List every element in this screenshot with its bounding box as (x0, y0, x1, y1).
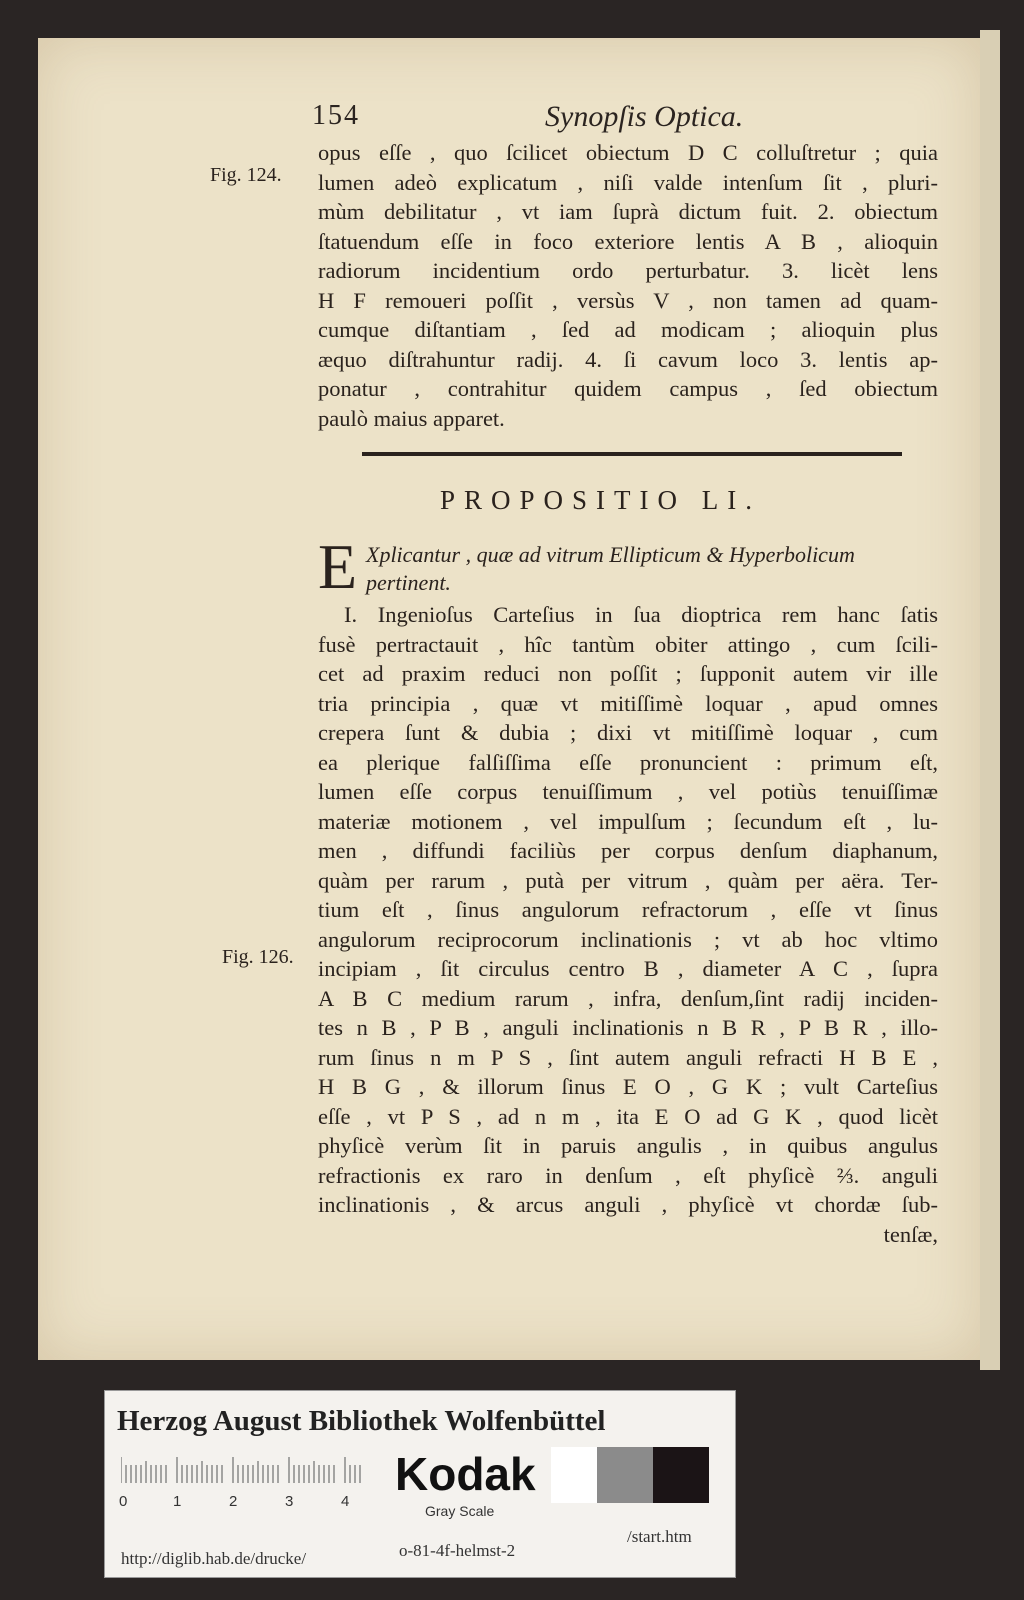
text-line: incipiam , ſit circulus centro B , diameter A C , ſupra (318, 956, 938, 981)
proposition-intro-line: Xplicantur , quæ ad vitrum Ellipticum & Hyperbolicum (366, 542, 855, 567)
text-line: phyſicè verùm ſit in paruis angulis , in quibus angulus (318, 1133, 938, 1158)
text-line: H B G , & illorum ſinus E O , G K ; vult Carteſius (318, 1074, 938, 1099)
page-number: 154 (312, 100, 360, 131)
url-suffix: /start.htm (627, 1527, 692, 1546)
drop-cap: E (318, 531, 358, 602)
text-line: materiæ motionem , vel impulſum ; ſecundum eſt , lu- (318, 808, 938, 834)
running-title: Synopſis Optica. (545, 100, 744, 133)
text-line: mùm debilitatur , vt iam ſuprà dictum fuit. 2. obiectum (318, 199, 938, 224)
text-line: inclinationis , & arcus anguli , phyſicè vt chordæ ſub- (318, 1192, 938, 1217)
gray-patch-black (653, 1447, 709, 1503)
text-line: tria principia , quæ vt mitiſſimè loquar , apud omnes (318, 690, 938, 716)
proposition-intro-line: pertinent. (366, 570, 451, 595)
ruler-scale (121, 1457, 361, 1483)
text-line: A B C medium rarum , infra, denſum,ſint radij inciden- (318, 985, 938, 1011)
text-line: I. Ingenioſus Carteſius in ſua dioptrica rem hanc ſatis (344, 602, 938, 627)
catchword: tenſæ, (883, 1221, 938, 1247)
scale-number: 2 (229, 1493, 238, 1510)
adjacent-page-edge (980, 30, 1000, 1370)
text-line: H F remoueri poſſit , versùs V , non tamen ad quam- (318, 287, 938, 313)
text-line: crepera ſunt & dubia ; dixi vt mitiſſimè loquar , cum (318, 720, 938, 745)
scale-number: 1 (173, 1493, 182, 1510)
section-rule (362, 452, 902, 456)
text-line: lumen adeò explicatum , niſi valde intenſum ſit , pluri- (318, 169, 938, 195)
gray-patch-white (551, 1447, 597, 1503)
text-line: tium eſt , ſinus angulorum refractorum , eſſe vt ſinus (318, 897, 938, 922)
url-identifier: o-81-4f-helmst-2 (399, 1541, 516, 1560)
paragraph-continuation (318, 138, 938, 433)
scale-number: 0 (119, 1493, 128, 1510)
text-line: æquo diſtrahuntur radij. 4. ſi cavum loco 3. lentis ap- (318, 346, 938, 372)
url-prefix: http://diglib.hab.de/drucke/ (121, 1549, 307, 1568)
proposition-heading: PROPOSITIO LI. (440, 485, 762, 515)
scale-number: 4 (341, 1493, 350, 1510)
text-line: rum ſinus n m P S , ſint autem anguli refracti H B E , (318, 1044, 938, 1070)
text-line: ſtatuendum eſſe in foco exteriore lentis A B , alioquin (318, 228, 938, 254)
gray-scale-label: Gray Scale (425, 1503, 495, 1519)
gray-patch-mid (597, 1447, 653, 1503)
margin-note-fig-124: Fig. 124. (210, 164, 282, 186)
text-line: refractionis ex raro in denſum , eſt phyſicè ⅔. anguli (318, 1162, 938, 1188)
text-line: ea plerique falſiſſima eſſe pronuncient : primum eſt, (318, 749, 938, 775)
text-line: quàm per rarum , putà per vitrum , quàm per aëra. Ter- (318, 867, 938, 893)
scale-number: 3 (285, 1493, 294, 1510)
text-line: men , diffundi faciliùs per corpus denſum diaphanum, (318, 838, 938, 863)
text-line: eſſe , vt P S , ad n m , ita E O ad G K , quod licèt (318, 1103, 938, 1129)
text-line: paulò maius apparet. (318, 405, 505, 431)
margin-note-fig-126: Fig. 126. (222, 946, 294, 968)
text-line: cumque diſtantiam , ſed ad modicam ; alioquin plus (318, 317, 938, 342)
paragraph-main (318, 600, 938, 1249)
library-name: Herzog August Bibliothek Wolfenbüttel (117, 1405, 606, 1437)
text-line: radiorum incidentium ordo perturbatur. 3. licèt lens (318, 258, 938, 283)
kodak-logo: Kodak (395, 1448, 536, 1500)
library-scan-label (104, 1390, 736, 1578)
text-line: fusè pertractauit , hîc tantùm obiter attingo , cum ſcili- (318, 631, 938, 657)
text-line: angulorum reciprocorum inclinationis ; vt ab hoc vltimo (318, 926, 938, 952)
text-line: opus eſſe , quo ſcilicet obiectum D C colluſtretur ; quia (318, 140, 938, 165)
text-line: cet ad praxim reduci non poſſit ; ſupponit autem vir ille (318, 661, 938, 686)
text-line: lumen eſſe corpus tenuiſſimum , vel potiùs tenuiſſimæ (318, 779, 938, 804)
text-line: tes n B , P B , anguli inclinationis n B R , P B R , illo- (318, 1015, 938, 1040)
text-line: ponatur , contrahitur quidem campus , ſed obiectum (318, 376, 938, 401)
